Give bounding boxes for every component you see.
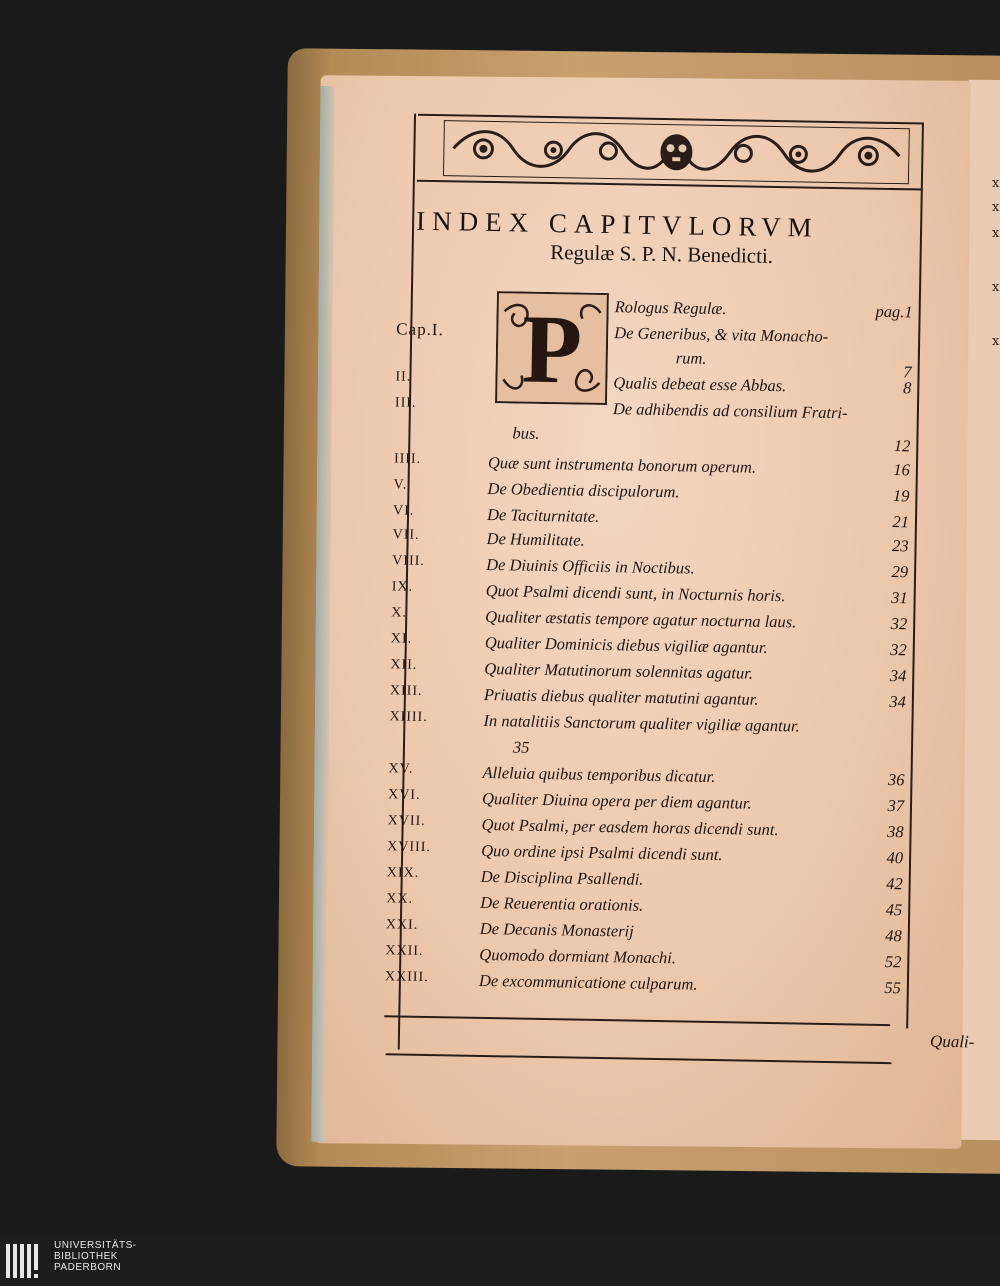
entry-page: 32: [890, 614, 908, 634]
facing-page-glyph: x: [992, 334, 1000, 349]
entry-number: XIII.: [389, 683, 423, 699]
entry-title: Alleluia quibus temporibus dicatur.: [482, 762, 716, 786]
index-title: INDEX CAPITVLORVM: [415, 205, 819, 243]
facing-page-glyph: x: [992, 200, 1000, 215]
entry-number: XXI.: [385, 917, 419, 933]
entry-title: Rologus Regulæ.: [614, 297, 727, 319]
library-footer: [0, 1236, 1000, 1286]
entry-number: XXII.: [385, 943, 424, 959]
entry-number: IIII.: [393, 451, 422, 467]
entry-title: Priuatis diebus qualiter matutini agantur.: [483, 684, 759, 709]
entry-number: IX.: [391, 579, 414, 595]
entry-page: 8: [902, 378, 912, 398]
entry-continuation: bus.: [512, 423, 540, 443]
entry-title: Qualiter Matutinorum solennitas agatur.: [484, 658, 754, 683]
library-logo-icon: [6, 1240, 48, 1282]
entry-title: De Obedientia discipulorum.: [487, 478, 680, 502]
entry-page: 42: [886, 873, 903, 894]
entry-page: 19: [892, 486, 910, 506]
entry-title: Quot Psalmi, per easdem horas dicendi sunt.: [481, 814, 779, 840]
entry-title: De Reuerentia orationis.: [480, 892, 644, 915]
index-frame: [383, 113, 927, 1072]
entry-page: pag.1: [875, 301, 913, 322]
entry-number: XIIII.: [389, 709, 428, 725]
entry-page: 31: [890, 588, 908, 608]
entry-page: 16: [893, 460, 911, 480]
entry-title: In natalitiis Sanctorum qualiter vigiliæ agantur.: [483, 710, 800, 736]
entry-number: III.: [394, 395, 417, 411]
facing-page-glyph: x: [992, 176, 1000, 191]
entry-title: Qualiter Dominicis diebus vigiliæ agantur.: [484, 632, 768, 657]
entry-title: Quot Psalmi dicendi sunt, in Nocturnis horis.: [485, 580, 786, 606]
entry-number: V.: [393, 477, 408, 493]
entry-title: Qualiter æstatis tempore agatur nocturna laus.: [485, 606, 797, 632]
entry-continuation: rum.: [675, 348, 707, 368]
footer-rule: [386, 1053, 892, 1064]
entry-page: 52: [884, 951, 902, 972]
headpiece-ornament: [443, 120, 910, 184]
entry-title: Quomodo dormiant Monachi.: [479, 944, 677, 968]
entry-page: 7: [903, 362, 912, 382]
entry-title: De Disciplina Psallendi.: [480, 866, 644, 889]
entry-page: 34: [889, 666, 907, 686]
entry-title: De Humilitate.: [486, 528, 585, 550]
entry-title: Quo ordine ipsi Psalmi dicendi sunt.: [481, 840, 723, 865]
entry-number: XVI.: [388, 787, 421, 803]
bottom-rule: [384, 1015, 890, 1026]
entry-page: 45: [885, 899, 903, 920]
entry-title: Qualiter Diuina opera per diem agantur.: [481, 788, 752, 813]
entry-page: 36: [887, 770, 905, 790]
entry-page: 38: [886, 822, 904, 842]
catchword: Quali-: [929, 1031, 975, 1052]
entry-number: II.: [395, 369, 412, 385]
entry-page: 37: [887, 796, 905, 816]
facing-page-glyph: x: [992, 280, 1000, 295]
entry-title: De adhibendis ad consilium Fratri-: [612, 399, 848, 423]
entry-number: VII.: [392, 527, 420, 543]
entry-number: XV.: [388, 761, 414, 777]
entry-number: X.: [391, 605, 408, 621]
entry-page: 48: [885, 925, 902, 946]
entry-number: XVIII.: [387, 839, 432, 856]
entry-number: XII.: [390, 657, 418, 673]
entry-number: VI.: [392, 503, 415, 519]
entry-page: 34: [889, 692, 907, 712]
entry-number: XI.: [390, 631, 413, 647]
entry-continuation: 35: [512, 737, 530, 757]
entry-page: 29: [891, 562, 909, 582]
entry-title: De Generibus, & vita Monacho-: [614, 323, 829, 346]
entry-title: De excommunicatione culparum.: [478, 970, 698, 994]
entry-number: XXIII.: [384, 969, 429, 986]
entry-page: 21: [892, 512, 910, 532]
entry-page: 23: [891, 536, 909, 556]
entry-number: XIX.: [386, 865, 420, 881]
entry-title: Qualis debeat esse Abbas.: [613, 373, 787, 396]
library-name-line3: PADERBORN: [54, 1262, 122, 1273]
entry-page: 55: [884, 977, 902, 998]
entry-number: VIII.: [392, 553, 425, 569]
entry-title: De Taciturnitate.: [486, 504, 600, 526]
index-subtitle: Regulæ S. P. N. Benedicti.: [550, 240, 774, 268]
entry-title: Quæ sunt instrumenta bonorum operum.: [487, 452, 757, 477]
entry-page: 32: [890, 640, 907, 660]
facing-page-glyph: x: [992, 226, 1000, 241]
entry-page: 40: [886, 847, 904, 868]
entry-number: XVII.: [387, 813, 426, 829]
entry-title: De Decanis Monasterij: [479, 918, 634, 941]
entry-page: 12: [893, 436, 911, 456]
entry-title: De Diuinis Officiis in Noctibus.: [486, 554, 695, 578]
library-name-line2: BIBLIOTHEK: [54, 1251, 118, 1262]
entry-number: XX.: [386, 891, 414, 907]
entry-number: Cap.I.: [396, 319, 444, 340]
library-name-line1: UNIVERSITÄTS-: [54, 1240, 137, 1251]
svg-text:P: P: [521, 295, 583, 405]
